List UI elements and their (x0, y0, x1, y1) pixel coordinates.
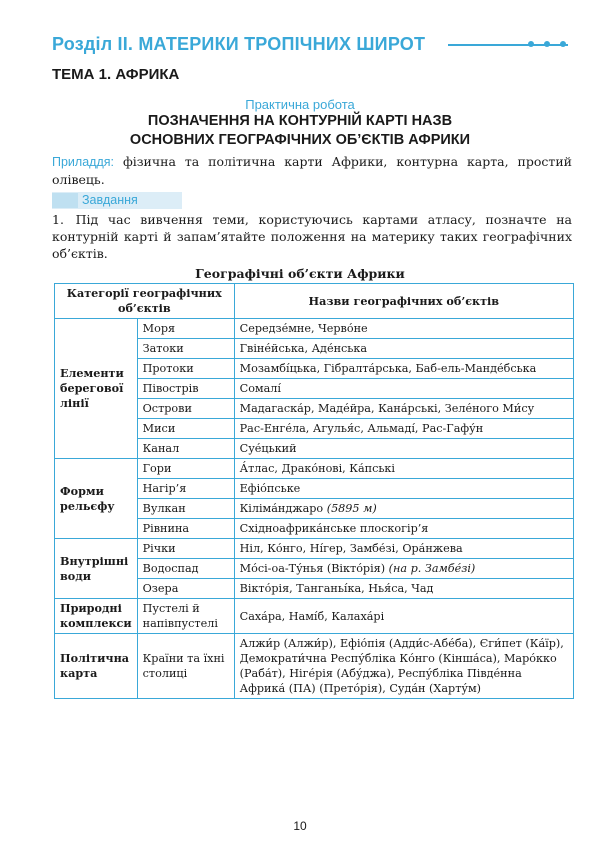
header-names: Назви географічних об’єктів (234, 284, 573, 319)
divider-dot-icon (544, 41, 550, 47)
names-cell (234, 634, 573, 699)
names-text: Кіліма́нджаро (239, 502, 324, 515)
names-cell (234, 399, 573, 419)
names-text: Ефіо́пське (239, 482, 301, 495)
table-row (55, 459, 574, 479)
section-divider (448, 44, 568, 46)
names-text: Вікто́рія, Танганьі́ка, Нья́са, Чад (239, 582, 434, 595)
subcategory-cell: Гори (137, 459, 234, 479)
tools-label: Приладдя: (52, 155, 114, 169)
tools-text: фізична та політична карти Африки, контурна карта, простий олівець. (52, 154, 572, 187)
names-cell (234, 379, 573, 399)
names-cell (234, 479, 573, 499)
table-row (55, 319, 574, 339)
names-cell (234, 359, 573, 379)
names-text: Мадагаска́р, Маде́йра, Кана́рські, Зеле́ного Ми́су (239, 402, 535, 415)
heading-line: ОСНОВНИХ ГЕОГРАФІЧНИХ ОБ’ЄКТІВ АФРИКИ (129, 132, 471, 148)
table-row (55, 599, 574, 634)
tools-paragraph (52, 153, 572, 188)
names-cell (234, 579, 573, 599)
subcategory-cell: Вулкан (137, 499, 234, 519)
names-text: Алжи́р (Алжи́р), Ефіо́пія (Адди́с-Абе́ба), Єги́пет (Ка́їр), Демократи́чна Респу́бліка Ко́нго (Кінша́са), Маро́кко (Раба́т), Ніге́рія (Абу́джа), Респу́бліка Півде́нна Африка́ (ПА) (Прето́рія), Суда́н (Харту́м) (239, 637, 564, 695)
practical-heading (0, 112, 600, 150)
task-marker-icon (52, 193, 78, 208)
header-category: Категорії географічних об’єктів (55, 284, 235, 319)
category-cell: Політична карта (55, 634, 138, 699)
names-cell (234, 439, 573, 459)
subcategory-cell: Озера (137, 579, 234, 599)
table-row (55, 539, 574, 559)
names-cell (234, 419, 573, 439)
subcategory-cell: Пустелі й напівпустелі (137, 599, 234, 634)
names-text: Суе́цький (239, 442, 297, 455)
practical-work-label: Практична робота (245, 97, 355, 112)
subcategory-cell: Рівнина (137, 519, 234, 539)
names-cell (234, 559, 573, 579)
subcategory-cell: Країни та їхні столиці (137, 634, 234, 699)
subcategory-cell: Затоки (137, 339, 234, 359)
names-text: Саха́ра, Намі́б, Калаха́рі (239, 609, 385, 623)
task-title: Завдання (82, 193, 138, 207)
names-note: (5895 м) (326, 502, 377, 515)
names-cell (234, 499, 573, 519)
names-text: Середзе́мне, Черво́не (239, 322, 368, 335)
subcategory-cell: Острови (137, 399, 234, 419)
divider-dot-icon (528, 41, 534, 47)
table-header-row (55, 284, 574, 319)
names-cell (234, 319, 573, 339)
category-cell: Внутрішні води (55, 539, 138, 599)
names-cell (234, 599, 573, 634)
category-cell: Природні комплекси (55, 599, 138, 634)
category-cell: Форми рельєфу (55, 459, 138, 539)
subcategory-cell: Моря (137, 319, 234, 339)
page-number: 10 (293, 819, 307, 833)
table-row (55, 634, 574, 699)
names-text: Гвіне́йська, Аде́нська (239, 342, 368, 355)
geo-objects-table (54, 283, 574, 699)
names-text: Сомалі́ (239, 382, 281, 395)
names-note: (на р. Замбе́зі) (388, 562, 476, 575)
subcategory-cell: Миси (137, 419, 234, 439)
task-number: 1. (52, 212, 64, 227)
names-text: Мозамбі́цька, Гібралта́рська, Баб-ель-Манде́бська (239, 362, 537, 375)
task-text (52, 211, 572, 262)
names-text: Східноафрика́нське плоскогір’я (239, 522, 429, 535)
names-text: А́тлас, Драко́нові, Ка́пські (239, 462, 396, 475)
divider-dot-icon (560, 41, 566, 47)
table-title: Географічні об’єкти Африки (195, 266, 405, 281)
names-text: Мо́сі-оа-Ту́нья (Вікто́рія) (239, 562, 386, 575)
subcategory-cell: Водоспад (137, 559, 234, 579)
section-title: Розділ ІІ. МАТЕРИКИ ТРОПІЧНИХ ШИРОТ (52, 34, 426, 54)
names-cell (234, 459, 573, 479)
subcategory-cell: Річки (137, 539, 234, 559)
subcategory-cell: Півострів (137, 379, 234, 399)
theme-title: ТЕМА 1. АФРИКА (52, 66, 180, 83)
subcategory-cell: Протоки (137, 359, 234, 379)
names-cell (234, 539, 573, 559)
names-cell (234, 339, 573, 359)
heading-line: ПОЗНАЧЕННЯ НА КОНТУРНІЙ КАРТІ НАЗВ (147, 113, 453, 129)
subcategory-cell: Нагір’я (137, 479, 234, 499)
names-text: Рас-Енге́ла, Агулья́с, Альмаді́, Рас-Гафу́н (239, 422, 484, 435)
task-body: Під час вивчення теми, користуючись картами атласу, позначте на контурній карті й запам’ятайте положення на материку таких географічних об’єктів. (52, 212, 572, 261)
subcategory-cell: Канал (137, 439, 234, 459)
names-text: Ніл, Ко́нго, Ні́гер, Замбе́зі, Ора́нжева (239, 542, 463, 555)
names-cell (234, 519, 573, 539)
category-cell: Елементи берегової лінії (55, 319, 138, 459)
